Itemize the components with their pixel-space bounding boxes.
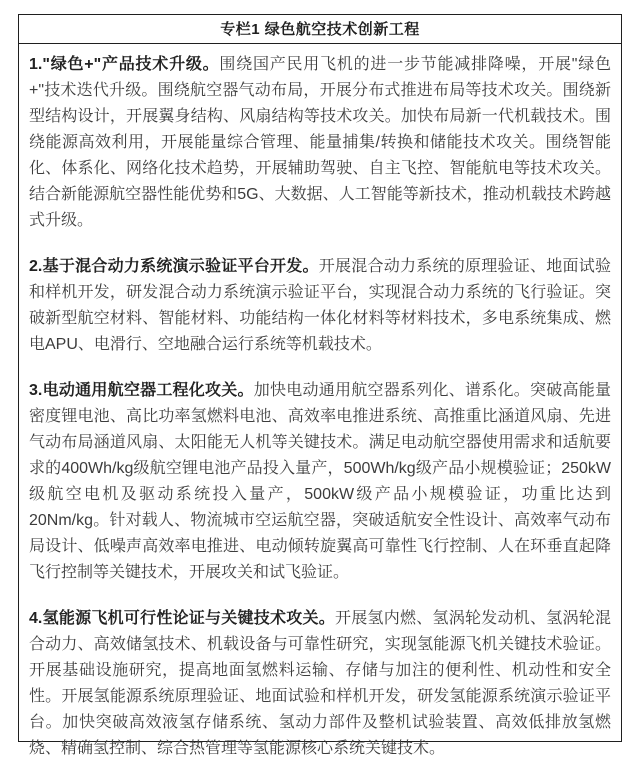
paragraph-4	[29, 606, 611, 758]
paragraph-1	[29, 52, 611, 234]
paragraph-4-lead: 4.氢能源飞机可行性论证与关键技术攻关。	[29, 610, 336, 627]
box-body	[19, 44, 621, 758]
paragraph-3-lead: 3.电动通用航空器工程化攻关。	[29, 382, 254, 399]
paragraph-2-text: 开展混合动力系统的原理验证、地面试验和样机开发，研发混合动力系统演示验证平台，实现混合动力系统的飞行验证。突破新型航空材料、智能材料、功能结构一体化材料等材料技术，多电系统集成、燃电APU、电滑行、空地融合运行系统等机载技术。	[29, 258, 611, 353]
box-title: 专栏1 绿色航空技术创新工程	[19, 15, 621, 44]
paragraph-1-lead: 1."绿色+"产品技术升级。	[29, 56, 220, 73]
paragraph-4-text: 开展氢内燃、氢涡轮发动机、氢涡轮混合动力、高效储氢技术、机载设备与可靠性研究，实现氢能源飞机关键技术验证。开展基础设施研究，提高地面氢燃料运输、存储与加注的便利性、机动性和安全性。开展氢能源系统原理验证、地面试验和样机开发，研发氢能源系统演示验证平台。加快突破高效液氢存储系统、氢动力部件及整机试验装置、高效低排放氢燃烧、精确氢控制、综合热管理等氢能源核心系统关键技术。	[29, 610, 611, 757]
paragraph-3-text: 加快电动通用航空器系列化、谱系化。突破高能量密度锂电池、高比功率氢燃料电池、高效率电推进系统、高推重比涵道风扇、先进气动布局涵道风扇、太阳能无人机等关键技术。满足电动航空器使用需求和适航要求的400Wh/kg级航空锂电池产品投入量产，500Wh/kg级产品小规模验证；250kW级航空电机及驱动系统投入量产，500kW级产品小规模验证，功重比达到20Nm/kg。针对载人、物流城市空运航空器，突破适航安全性设计、高效率气动布局设计、低噪声高效率电推进、电动倾转旋翼高可靠性飞行控制、人在环垂直起降飞行控制等关键技术，开展攻关和试飞验证。	[29, 382, 611, 581]
paragraph-2	[29, 254, 611, 358]
paragraph-3	[29, 378, 611, 586]
paragraph-1-text: 围绕国产民用飞机的进一步节能减排降噪，开展"绿色+"技术迭代升级。围绕航空器气动布局，开展分布式推进布局等技术攻关。围绕新型结构设计，开展翼身结构、风扇结构等技术攻关。加快布局新一代机载技术。围绕能源高效利用，开展能量综合管理、能量捕集/转换和储能技术攻关。围绕智能化、体系化、网络化技术趋势，开展辅助驾驶、自主飞控、智能航电等技术攻关。结合新能源航空器性能优势和5G、大数据、人工智能等新技术，推动机载技术跨越式升级。	[29, 56, 611, 229]
paragraph-2-lead: 2.基于混合动力系统演示验证平台开发。	[29, 258, 319, 275]
feature-box	[18, 14, 622, 757]
